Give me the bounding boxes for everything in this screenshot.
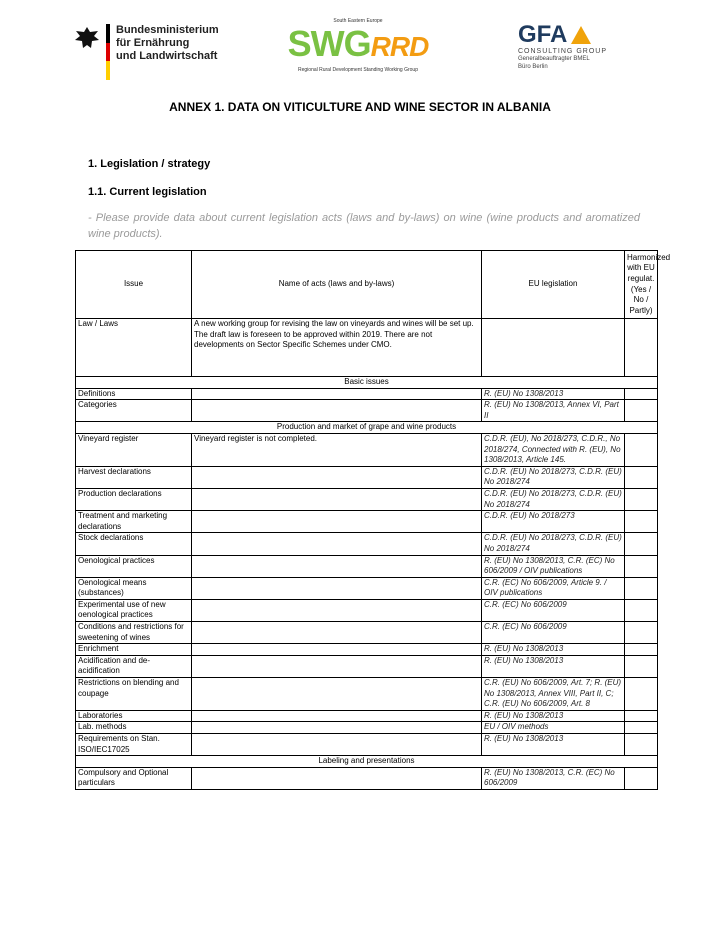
law-acts: A new working group for revising the law on vineyards and wines will be set up. The draft law is foreseen to be approved within 2019. There are not developments on Sector Specific Schemes under CMO. [192,319,482,377]
table-row [76,767,658,789]
row-issue: Harvest declarations [76,466,192,488]
row-issue: Experimental use of new oenological practices [76,599,192,621]
row-harmonized [625,678,658,711]
header-issue: Issue [76,251,192,319]
row-eu-legislation: C.R. (EC) No 606/2009, Article 9. / OIV publications [482,577,625,599]
row-harmonized [625,488,658,510]
row-acts [192,400,482,422]
row-issue: Definitions [76,388,192,400]
section-row [76,756,658,768]
row-acts [192,599,482,621]
section-row [76,377,658,389]
eagle-icon [72,24,102,54]
row-harmonized [625,577,658,599]
row-acts [192,388,482,400]
bmel-line-1: Bundesministerium [116,24,219,36]
row-eu-legislation: R. (EU) No 1308/2013 [482,710,625,722]
row-eu-legislation: C.D.R. (EU) No 2018/273, C.D.R. (EU) No 2018/274 [482,466,625,488]
swg-main: SWG [287,23,371,64]
row-issue: Restrictions on blending and coupage [76,678,192,711]
bmel-logo [72,24,219,80]
gfa-line-2: Büro Berlin [518,64,548,70]
header-eu: EU legislation [482,251,625,319]
table-row [76,655,658,677]
row-eu-legislation: C.D.R. (EU) No 2018/273, C.D.R. (EU) No 2018/274 [482,533,625,555]
row-acts [192,722,482,734]
row-issue: Lab. methods [76,722,192,734]
table-row [76,388,658,400]
triangle-icon [571,26,591,44]
row-harmonized [625,511,658,533]
row-harmonized [625,767,658,789]
table-row [76,533,658,555]
table-row [76,555,658,577]
row-harmonized [625,433,658,466]
row-eu-legislation: C.R. (EC) No 606/2009 [482,599,625,621]
row-eu-legislation: C.R. (EC) No 606/2009 [482,622,625,644]
row-issue: Acidification and de-acidification [76,655,192,677]
row-issue: Categories [76,400,192,422]
section-basic: Basic issues [76,377,658,389]
table-row [76,466,658,488]
table-row [76,400,658,422]
page-header [0,0,720,90]
header-harmonized: Harmonized with EU regulat. (Yes / No / Partly) [625,251,658,319]
row-eu-legislation: EU / OIV methods [482,722,625,734]
section-row [76,422,658,434]
row-acts [192,734,482,756]
row-acts [192,655,482,677]
law-issue: Law / Laws [76,319,192,377]
row-acts [192,466,482,488]
row-issue: Conditions and restrictions for sweetening of wines [76,622,192,644]
header-acts: Name of acts (laws and by-laws) [192,251,482,319]
row-harmonized [625,622,658,644]
table-row [76,644,658,656]
row-issue: Enrichment [76,644,192,656]
bmel-line-3: und Landwirtschaft [116,50,218,62]
row-issue: Oenological means (substances) [76,577,192,599]
row-acts [192,533,482,555]
table-row [76,511,658,533]
row-issue: Requirements on Stan. ISO/IEC17025 [76,734,192,756]
section-production: Production and market of grape and wine products [76,422,658,434]
row-eu-legislation: R. (EU) No 1308/2013, C.R. (EC) No 606/2009 [482,767,625,789]
row-harmonized [625,655,658,677]
gfa-name: GFA [518,21,568,48]
row-harmonized [625,734,658,756]
gfa-line-1: Generalbeauftragter BMEL [518,56,590,62]
swg-bottom-text: Regional Rural Development Standing Working Group [298,67,418,73]
gfa-logo [518,22,607,71]
row-acts [192,488,482,510]
row-acts [192,710,482,722]
swg-rrd-logo [283,18,433,73]
row-harmonized [625,644,658,656]
section-labeling: Labeling and presentations [76,756,658,768]
row-issue: Treatment and marketing declarations [76,511,192,533]
row-eu-legislation: C.D.R. (EU) No 2018/273, C.D.R. (EU) No 2018/274 [482,488,625,510]
row-harmonized [625,710,658,722]
basic-rows [76,388,658,422]
row-acts [192,644,482,656]
row-issue: Oenological practices [76,555,192,577]
row-harmonized [625,722,658,734]
swg-suffix: RRD [370,31,429,62]
section-heading-1-1: 1.1. Current legislation [88,186,207,198]
table-row [76,577,658,599]
row-harmonized [625,555,658,577]
table-header-row [76,251,658,319]
row-harmonized [625,388,658,400]
law-row [76,319,658,377]
row-eu-legislation: C.D.R. (EU) No 2018/273 [482,511,625,533]
row-issue: Vineyard register [76,433,192,466]
table-row [76,599,658,621]
row-eu-legislation: R. (EU) No 1308/2013 [482,655,625,677]
row-acts [192,622,482,644]
table-row [76,433,658,466]
row-eu-legislation: R. (EU) No 1308/2013 [482,388,625,400]
labeling-rows [76,767,658,789]
section-heading-1: 1. Legislation / strategy [88,158,211,170]
table-row [76,722,658,734]
row-eu-legislation: R. (EU) No 1308/2013, Annex VI, Part II [482,400,625,422]
row-harmonized [625,533,658,555]
swg-top-text: South Eastern Europe [333,18,383,24]
row-eu-legislation: C.D.R. (EU), No 2018/273, C.D.R., No 2018/274, Connected with R. (EU), No 1308/2013, Article 145. [482,433,625,466]
law-eu [482,319,625,377]
row-issue: Stock declarations [76,533,192,555]
annex-title: ANNEX 1. DATA ON VITICULTURE AND WINE SECTOR IN ALBANIA [169,100,551,114]
row-eu-legislation: R. (EU) No 1308/2013 [482,644,625,656]
table-row [76,488,658,510]
row-acts [192,555,482,577]
table-row [76,734,658,756]
gfa-subtitle: CONSULTING GROUP [518,48,607,55]
row-acts [192,767,482,789]
row-issue: Production declarations [76,488,192,510]
law-harmonized [625,319,658,377]
row-issue: Laboratories [76,710,192,722]
row-acts [192,577,482,599]
row-acts: Vineyard register is not completed. [192,433,482,466]
swg-wordmark [283,24,433,67]
row-harmonized [625,400,658,422]
table-row [76,678,658,711]
german-flag-icon [106,24,110,80]
table-row [76,710,658,722]
bmel-line-2: für Ernährung [116,37,190,49]
row-harmonized [625,466,658,488]
row-acts [192,511,482,533]
legislation-table [75,250,671,790]
row-issue: Compulsory and Optional particulars [76,767,192,789]
intro-instruction: - Please provide data about current legislation acts (laws and by-laws) on wine (wine products and aromatized wine products). [88,212,640,240]
row-eu-legislation: R. (EU) No 1308/2013 [482,734,625,756]
table-row [76,622,658,644]
row-eu-legislation: R. (EU) No 1308/2013, C.R. (EC) No 606/2009 / OIV publications [482,555,625,577]
row-harmonized [625,599,658,621]
row-acts [192,678,482,711]
row-eu-legislation: C.R. (EU) No 606/2009, Art. 7; R. (EU) No 1308/2013, Annex VIII, Part II, C; C.R. (EU) No 606/2009, Art. 8 [482,678,625,711]
production-rows [76,433,658,755]
